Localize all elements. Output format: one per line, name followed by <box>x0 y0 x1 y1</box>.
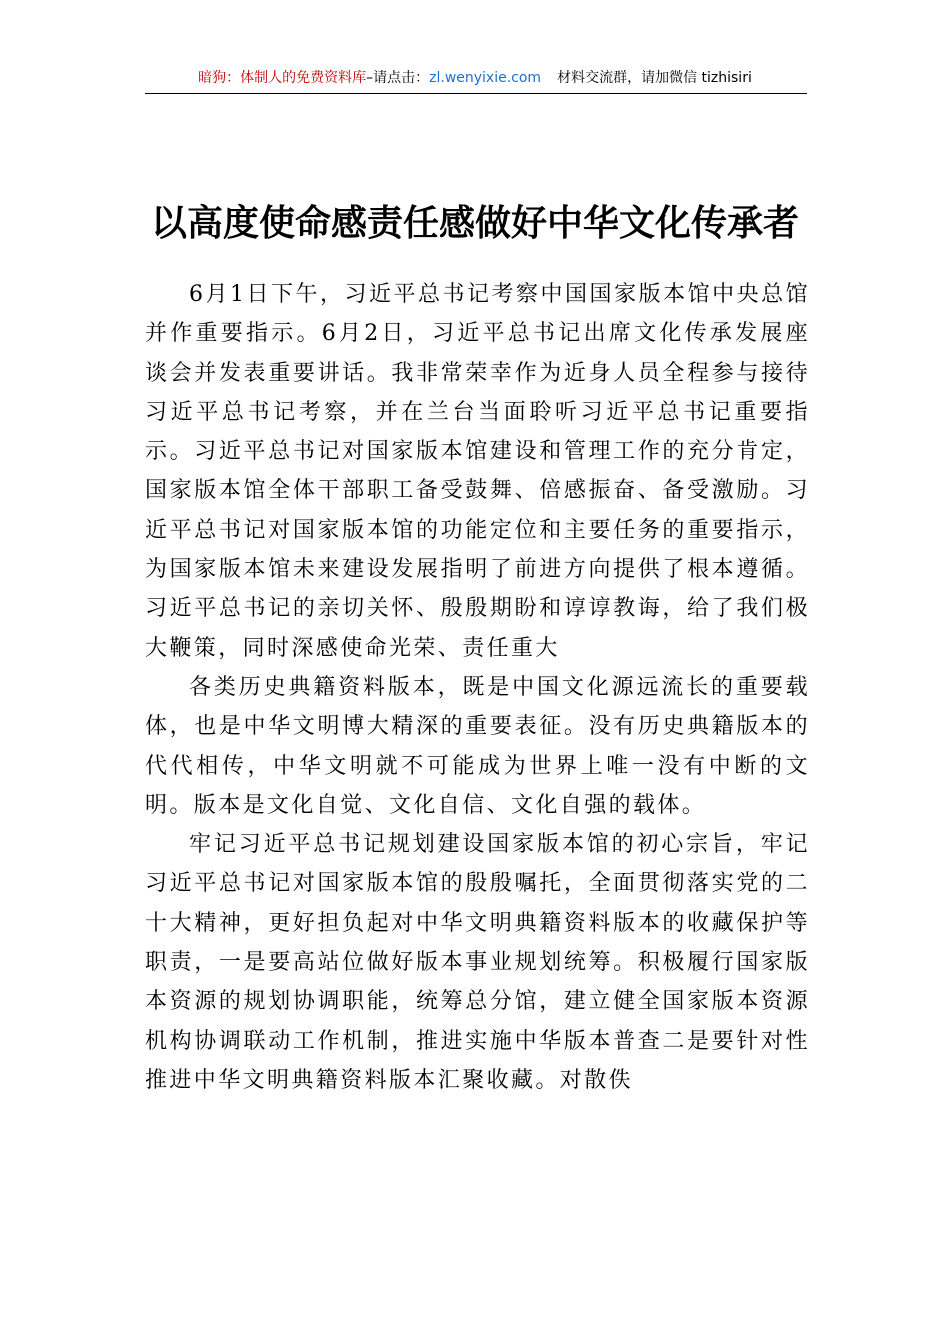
header-link[interactable]: zl.wenyixie.com <box>429 70 542 86</box>
paragraph: 牢记习近平总书记规划建设国家版本馆的初心宗旨，牢记习近平总书记对国家版本馆的殷殷嘱托，全面贯彻落实党的二十大精神，更好担负起对中华文明典籍资料版本的收藏保护等职责，一是要高站位做好版本事业规划统筹。积极履行国家版本资源的规划协调职能，统筹总分馆，建立健全国家版本资源机构协调联动工作机制，推进实施中华版本普查二是要针对性推进中华文明典籍资料版本汇聚收藏。对散佚 <box>145 832 810 1093</box>
watermark-header <box>145 66 805 90</box>
header-contact: 材料交流群，请加微信 tizhisiri <box>557 70 752 86</box>
paragraph: 各类历史典籍资料版本，既是中国文化源远流长的重要载体，也是中华文明博大精深的重要表征。没有历史典籍版本的代代相传，中华文明就不可能成为世界上唯一没有中断的文明。版本是文化自觉、文化自信、文化自强的载体。 <box>145 674 810 818</box>
document-body <box>145 275 810 1100</box>
header-prompt: –请点击： <box>366 70 430 86</box>
paragraph: 6月1日下午，习近平总书记考察中国国家版本馆中央总馆并作重要指示。6月2日，习近平总书记出席文化传承发展座谈会并发表重要讲话。我非常荣幸作为近身人员全程参与接待习近平总书记考察，并在兰台当面聆听习近平总书记重要指示。习近平总书记对国家版本馆建设和管理工作的充分肯定，国家版本馆全体干部职工备受鼓舞、倍感振奋、备受激励。习近平总书记对国家版本馆的功能定位和主要任务的重要指示，为国家版本馆未来建设发展指明了前进方向提供了根本遵循。习近平总书记的亲切关怀、殷殷期盼和谆谆教诲，给了我们极大鞭策，同时深感使命光荣、责任重大 <box>145 282 810 661</box>
header-brand: 暗狗：体制人的免费资料库 <box>198 70 367 86</box>
document-title: 以高度使命感责任感做好中华文化传承者 <box>150 202 799 245</box>
header-divider <box>145 93 807 94</box>
